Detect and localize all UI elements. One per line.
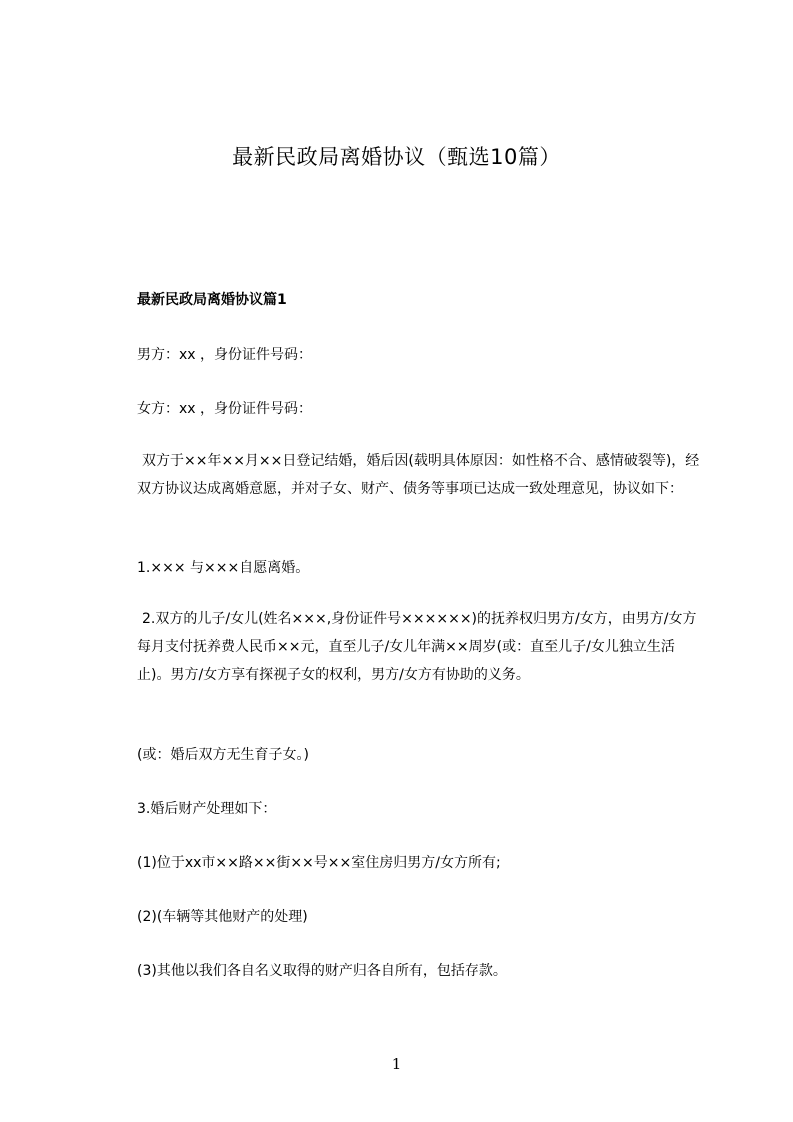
clause-3-1: (1)位于xx市××路××街××号××室住房归男方/女方所有; — [137, 855, 501, 871]
clause-2: 2.双方的儿子/女儿(姓名×××,身份证件号××××××)的抚养权归男方/女方，由男方/女方每月支付抚养费人民币××元，直至儿子/女儿年满××周岁(或：直至儿子/女儿独立生活止)。男方/女方享有探视子女的权利，男方/女方有协助的义务。 — [137, 611, 697, 683]
document-title: 最新民政局离婚协议（甄选10篇） — [232, 145, 561, 169]
page-number: 1 — [391, 1055, 402, 1073]
clause-3-3: (3)其他以我们各自名义取得的财产归各自所有，包括存款。 — [137, 963, 507, 979]
section-heading: 最新民政局离婚协议篇1 — [137, 292, 287, 308]
male-party-line: 男方：xx ，身份证件号码： — [137, 347, 313, 363]
female-party-line: 女方：xx ，身份证件号码： — [137, 401, 313, 417]
clause-2-alternative: (或：婚后双方无生育子女。) — [137, 747, 309, 763]
marriage-paragraph: 双方于××年××月××日登记结婚，婚后因(载明具体原因：如性格不合、感情破裂等)，经双方协议达成离婚意愿，并对子女、财产、债务等事项已达成一致处理意见，协议如下： — [137, 453, 700, 497]
clause-3-2: (2)(车辆等其他财产的处理) — [137, 909, 308, 925]
clause-3: 3.婚后财产处理如下： — [137, 801, 277, 817]
clause-1: 1.××× 与×××自愿离婚。 — [137, 560, 310, 576]
